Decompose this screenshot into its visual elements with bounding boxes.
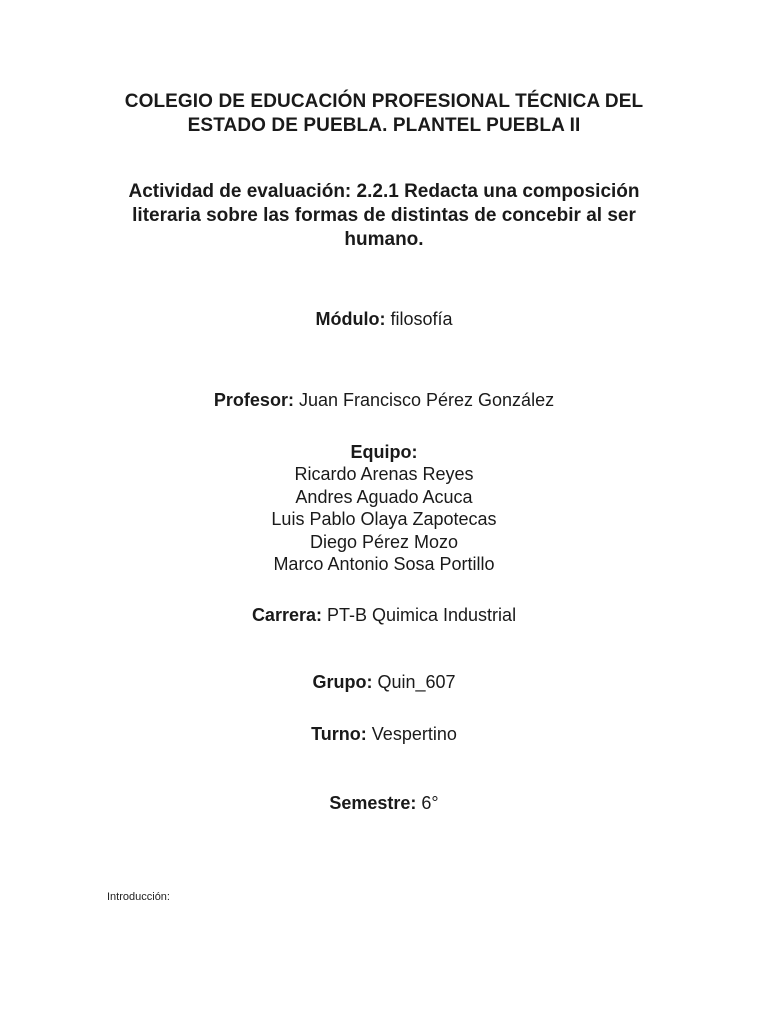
carrera-label: Carrera: (251, 605, 322, 625)
profesor-line (0, 389, 768, 411)
profesor-label: Profesor: (213, 390, 294, 410)
carrera-value: PT-B Quimica Industrial (327, 605, 517, 625)
introduccion-label: Introducción: (107, 891, 170, 903)
grupo-line (0, 671, 768, 693)
modulo-line (0, 308, 768, 330)
member-item: Luis Pablo Olaya Zapotecas (271, 509, 497, 529)
semestre-value: 6° (421, 793, 439, 813)
profesor-value: Juan Francisco Pérez González (298, 390, 555, 410)
semestre-label: Semestre: (329, 793, 417, 813)
member-item: Diego Pérez Mozo (309, 531, 459, 552)
equipo-label: Equipo: (350, 442, 418, 462)
modulo-label: Módulo: (315, 309, 386, 329)
school-title (0, 90, 768, 138)
equipo-members (0, 463, 768, 576)
school-title-line1: COLEGIO DE EDUCACIÓN PROFESIONAL TÉCNICA DEL (124, 91, 644, 112)
semestre-line (0, 792, 768, 814)
modulo-value: filosofía (390, 309, 453, 329)
grupo-label: Grupo: (312, 672, 373, 692)
activity-title: Actividad de evaluación: 2.2.1 Redacta una composición literaria sobre las formas de distintas de concebir al ser humano. (128, 181, 640, 250)
member-item: Andres Aguado Acuca (295, 486, 473, 507)
member-item: Marco Antonio Sosa Portillo (273, 554, 495, 574)
carrera-line (0, 604, 768, 626)
school-title-line2: ESTADO DE PUEBLA. PLANTEL PUEBLA II (187, 115, 581, 136)
turno-value: Vespertino (371, 724, 457, 744)
turno-line (0, 723, 768, 745)
member-item: Ricardo Arenas Reyes (294, 464, 474, 484)
grupo-value: Quin_607 (377, 672, 456, 692)
turno-label: Turno: (311, 724, 367, 744)
